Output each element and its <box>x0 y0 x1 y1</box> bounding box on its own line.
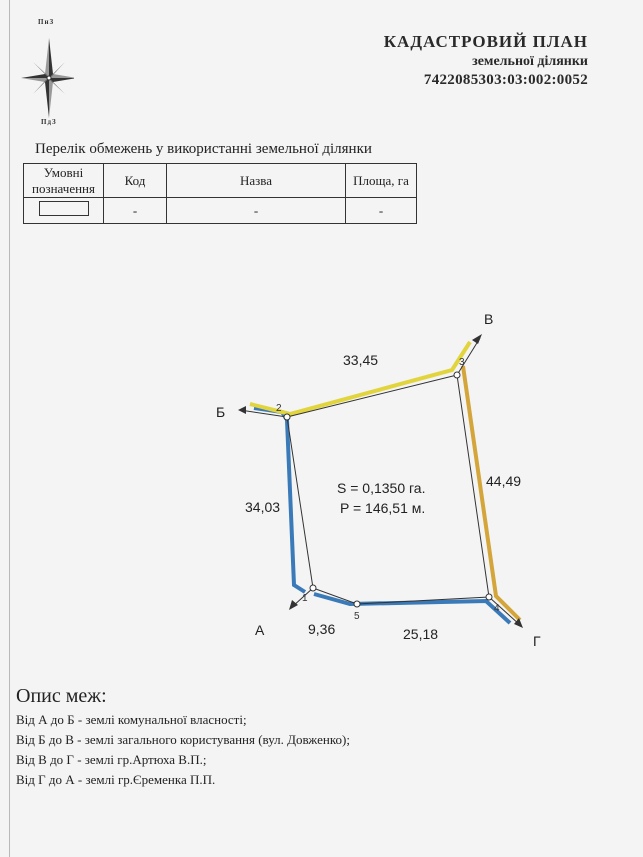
arrow-head-b-icon <box>238 406 246 414</box>
description-line: Від Б до В - землі загального користування (вул. Довженко); <box>16 732 350 747</box>
vertex-number-5: 5 <box>354 611 360 622</box>
arrow-head-a-icon <box>289 600 298 610</box>
document-title: КАДАСТРОВИЙ ПЛАН <box>383 32 588 51</box>
vertex-1 <box>310 585 316 591</box>
side-length-vg: 44,49 <box>486 473 522 489</box>
point-label-g: Г <box>533 633 541 649</box>
point-label-b: Б <box>216 404 226 420</box>
limits-cell-area: - <box>346 198 417 224</box>
parcel-area: S = 0,1350 га. <box>337 480 426 496</box>
cadastral-number: 7422085303:03:002:0052 <box>423 72 588 88</box>
description-line: Від Г до А - землі гр.Єременка П.П. <box>16 772 216 787</box>
parcel-perimeter: P = 146,51 м. <box>340 500 426 516</box>
point-label-v: В <box>484 311 494 327</box>
vertex-number-1: 1 <box>302 593 308 604</box>
limits-cell-name: - <box>167 198 346 224</box>
vertex-4 <box>486 594 492 600</box>
side-length-a5: 9,36 <box>308 621 336 637</box>
point-label-a: А <box>255 622 265 638</box>
boundary-strip-ga <box>314 594 510 623</box>
vertex-3 <box>454 372 460 378</box>
limits-header-code: Код <box>104 164 167 198</box>
vertex-2 <box>284 414 290 420</box>
compass-top-label: ПнЗ <box>38 18 55 26</box>
limits-header-symbol: Умовні позначення <box>24 164 104 198</box>
vertex-5 <box>354 601 360 607</box>
vertex-number-2: 2 <box>276 403 282 414</box>
description-line: Від А до Б - землі комунальної власності; <box>16 712 247 727</box>
document-subtitle: земельної ділянки <box>472 54 588 69</box>
boundary-strip-vg <box>463 366 520 620</box>
limits-header-name: Назва <box>167 164 346 198</box>
limits-header-area: Площа, га <box>346 164 417 198</box>
arrow-head-g-icon <box>514 618 523 628</box>
description-line: Від В до Г - землі гр.Артюха В.П.; <box>16 752 207 767</box>
limits-cell-code: - <box>104 198 167 224</box>
vertex-number-4: 4 <box>494 603 500 614</box>
side-length-ab: 34,03 <box>245 499 281 515</box>
vertex-number-3: 3 <box>459 357 465 368</box>
side-length-bv: 33,45 <box>343 352 379 368</box>
description-title: Опис меж: <box>16 685 107 707</box>
compass-bottom-label: ПдЗ <box>41 118 57 126</box>
boundary-description <box>16 685 350 790</box>
side-length-g5: 25,18 <box>403 626 439 642</box>
limits-title: Перелік обмежень у використанні земельної ділянки <box>35 141 372 157</box>
arrow-head-v-icon <box>472 334 482 344</box>
